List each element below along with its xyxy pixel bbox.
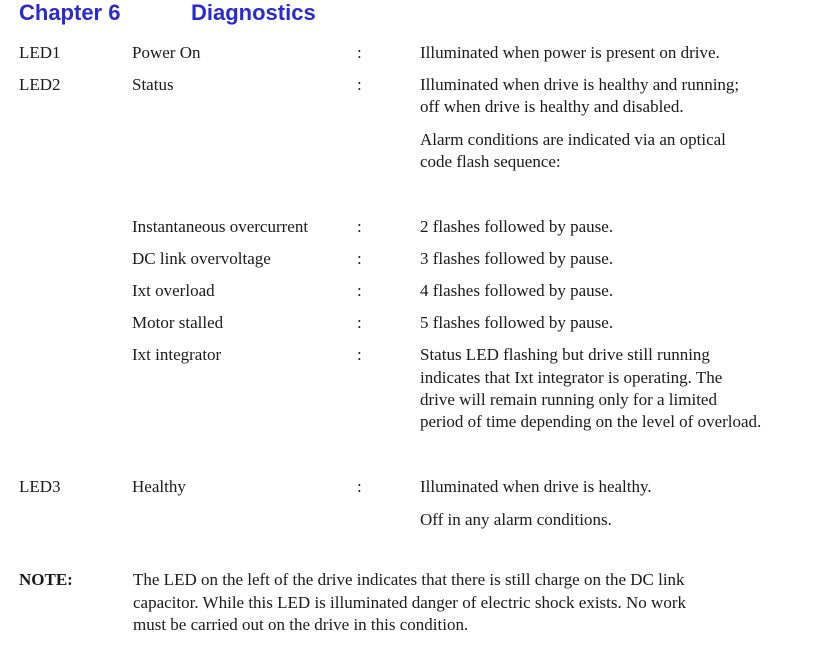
led3-alarm-note: Off in any alarm conditions.	[420, 510, 612, 529]
led2-alarm-intro-line: code flash sequence:	[420, 152, 561, 171]
alarm-description: 2 flashes followed by pause.	[420, 217, 614, 236]
led1-label: LED1	[19, 43, 61, 62]
alarm-description-line: period of time depending on the level of overload.	[420, 412, 762, 431]
chapter-title: Diagnostics	[191, 0, 316, 25]
alarm-name: Ixt overload	[132, 281, 215, 300]
alarm-name: Motor stalled	[132, 313, 224, 332]
alarm-name: DC link overvoltage	[132, 249, 271, 268]
led2-separator: :	[357, 75, 362, 94]
led1-name: Power On	[132, 43, 201, 62]
led3-separator: :	[357, 477, 362, 496]
alarm-separator: :	[357, 313, 362, 332]
alarm-separator: :	[357, 249, 362, 268]
led1-separator: :	[357, 43, 362, 62]
alarm-description-line: indicates that Ixt integrator is operating. The	[420, 368, 723, 387]
alarm-description: 4 flashes followed by pause.	[420, 281, 614, 300]
alarm-separator: :	[357, 217, 362, 236]
led2-description-line: off when drive is healthy and disabled.	[420, 97, 684, 116]
alarm-description-line: Status LED flashing but drive still running	[420, 345, 710, 364]
alarm-name: Instantaneous overcurrent	[132, 217, 309, 236]
note-text-line: capacitor. While this LED is illuminated danger of electric shock exists. No work	[133, 593, 686, 612]
note-text-line: must be carried out on the drive in this condition.	[133, 615, 469, 634]
led2-alarm-intro-line: Alarm conditions are indicated via an optical	[420, 130, 726, 149]
led1-description: Illuminated when power is present on drive.	[420, 43, 720, 62]
alarm-description: 5 flashes followed by pause.	[420, 313, 614, 332]
led3-name: Healthy	[132, 477, 186, 496]
alarm-description: 3 flashes followed by pause.	[420, 249, 614, 268]
led3-label: LED3	[19, 477, 61, 496]
alarm-name: Ixt integrator	[132, 345, 222, 364]
led2-description-line: Illuminated when drive is healthy and running;	[420, 75, 740, 94]
alarm-separator: :	[357, 345, 362, 364]
led2-name: Status	[132, 75, 174, 94]
note-label: NOTE:	[19, 570, 73, 589]
led2-label: LED2	[19, 75, 61, 94]
alarm-separator: :	[357, 281, 362, 300]
led3-description: Illuminated when drive is healthy.	[420, 477, 652, 496]
alarm-description-line: drive will remain running only for a limited	[420, 390, 717, 409]
chapter-number: Chapter 6	[19, 0, 121, 25]
note-text-line: The LED on the left of the drive indicates that there is still charge on the DC link	[133, 570, 685, 589]
chapter-heading	[19, 0, 316, 26]
